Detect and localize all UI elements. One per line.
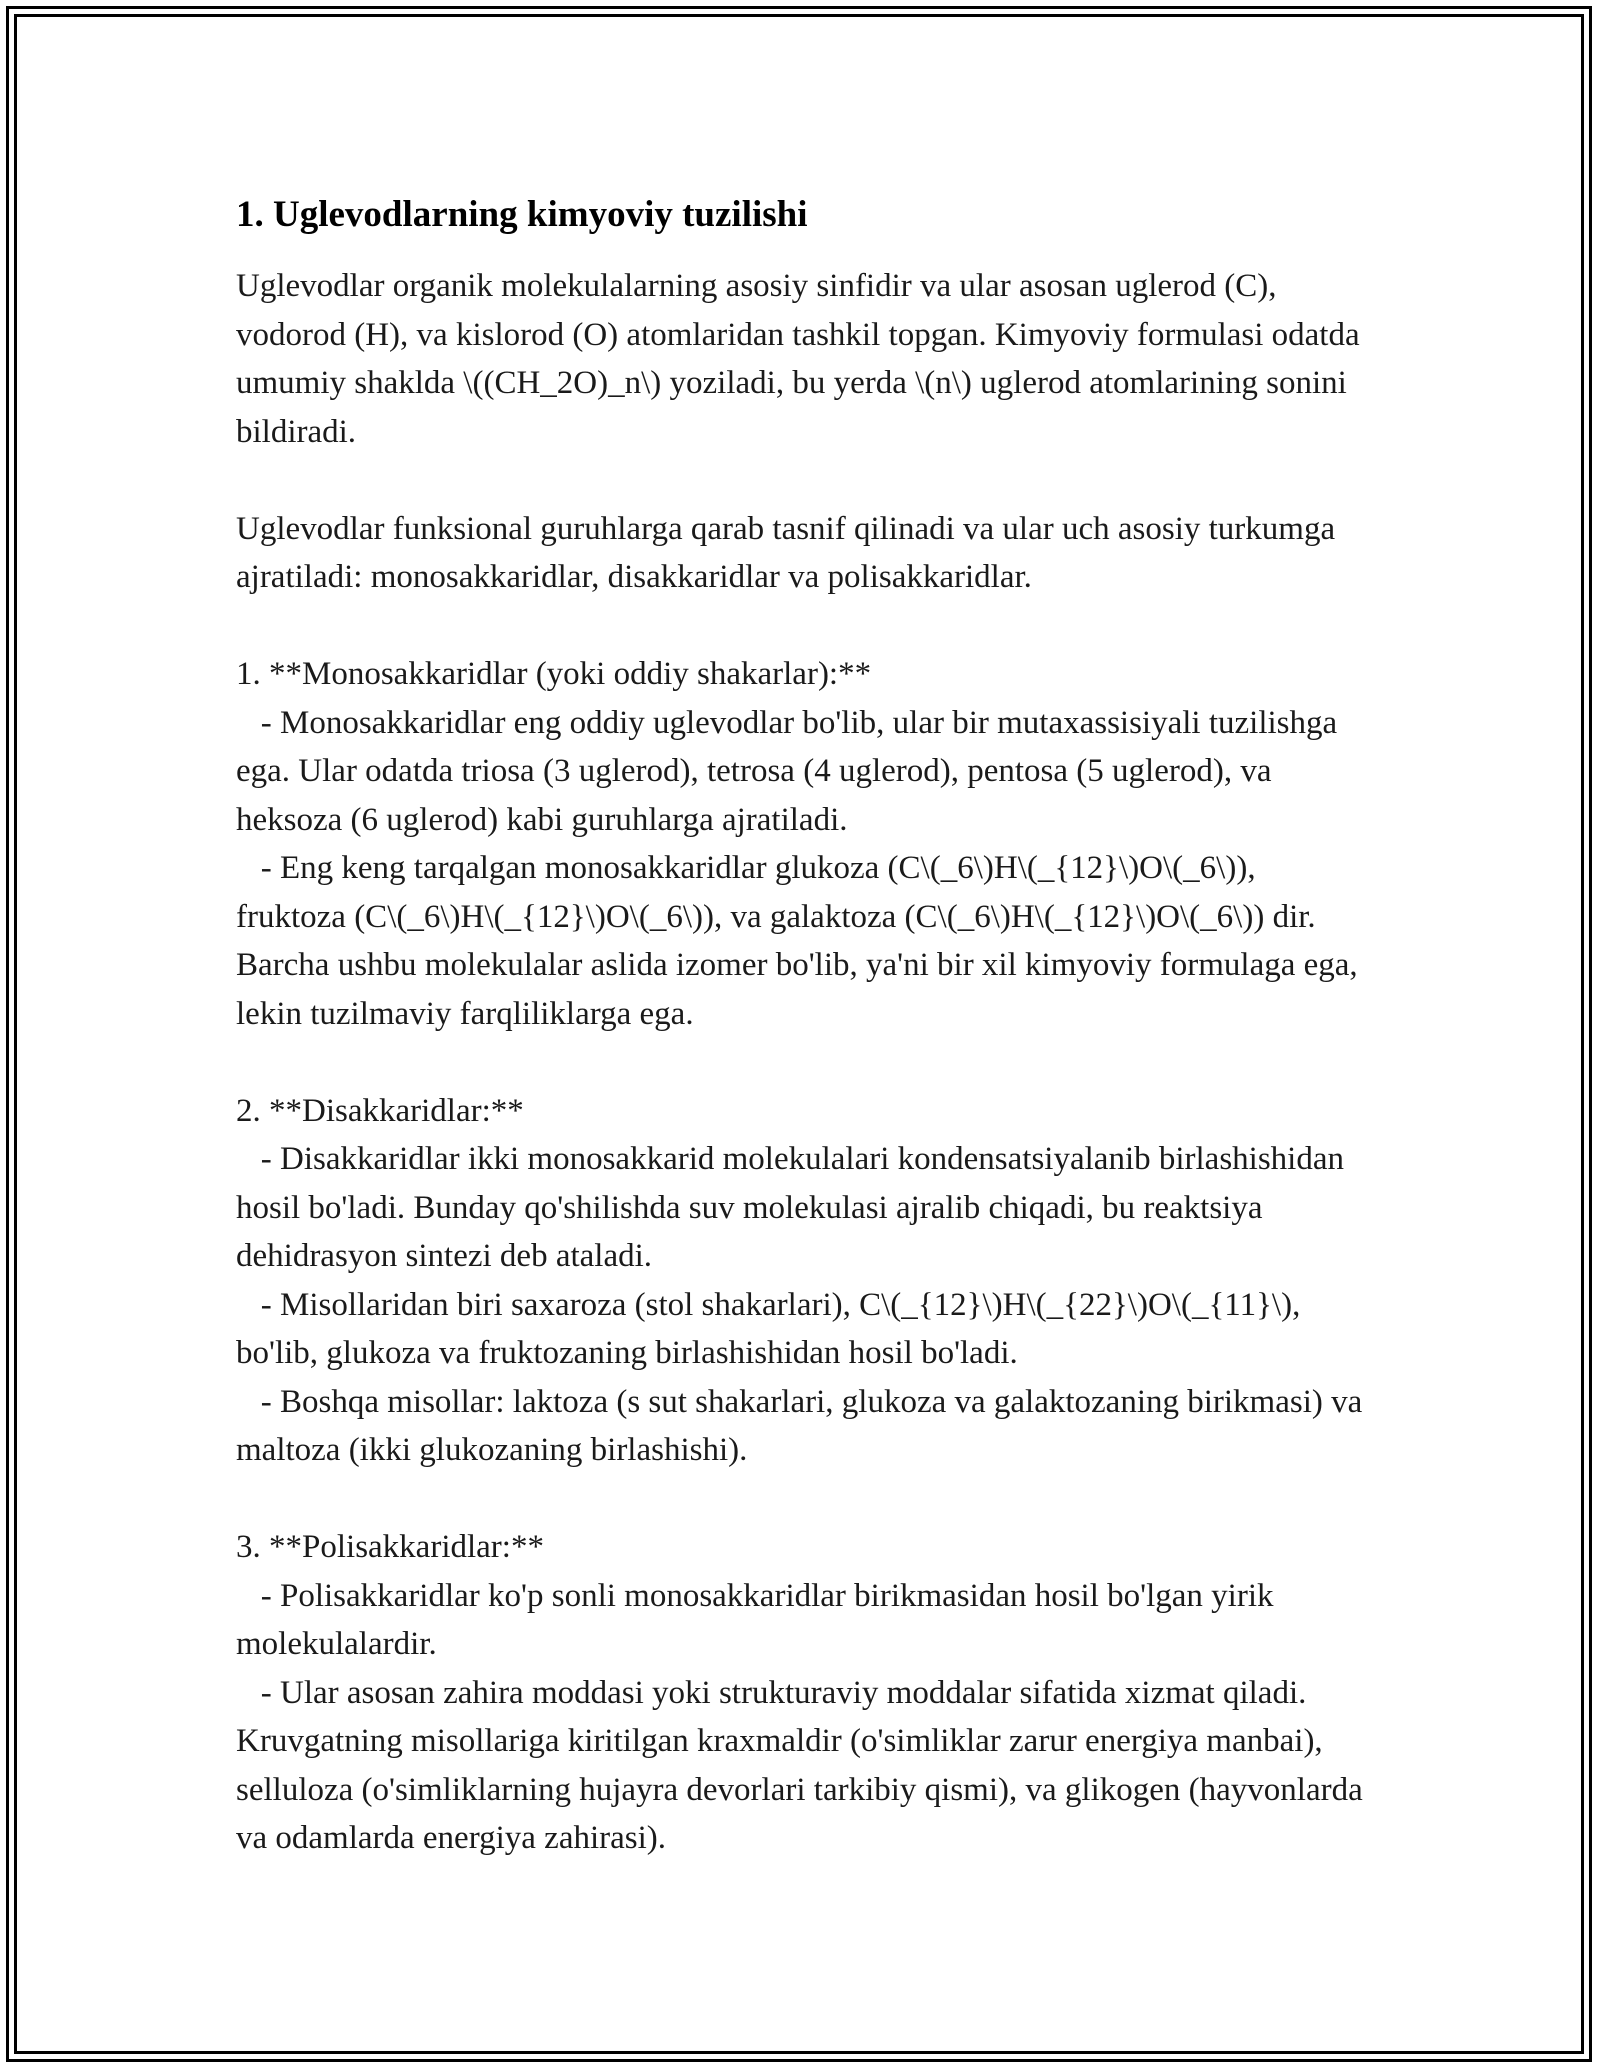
section-item: - Disakkaridlar ikki monosakkarid molekulalari kondensatsiyalanib birlashishidan hosil bo'ladi. Bunday qo'shilishda suv molekulasi ajralib chiqadi, bu reaktsiya dehidrasyon sintezi deb ataladi.: [236, 1141, 1353, 1274]
section-item: - Monosakkaridlar eng oddiy uglevodlar bo'lib, ular bir mutaxassisiyali tuzilishga ega. Ular odatda triosa (3 uglerod), tetrosa (4 uglerod), pentosa (5 uglerod), va heksoza (6 uglerod) kabi guruhlarga ajratiladi.: [236, 704, 1346, 838]
section-heading: 1. **Monosakkaridlar (yoki oddiy shakarlar):**: [236, 656, 872, 692]
paragraph-gap: [236, 1038, 1366, 1087]
section-item: - Misollaridan biri saxaroza (stol shakarlari), C\(_{12}\)H\(_{22}\)O\(_{11}\), bo'lib, glukoza va fruktozaning birlashishidan hosil bo'ladi.: [236, 1286, 1309, 1371]
section-disakkaridlar: [236, 1087, 1371, 1475]
section-heading: 3. **Polisakkaridlar:**: [236, 1529, 544, 1565]
section-item: - Polisakkaridlar ko'p sonli monosakkaridlar birikmasidan hosil bo'lgan yirik molekulalardir.: [236, 1577, 1282, 1662]
paragraph-gap: [236, 602, 1366, 651]
section-item: - Eng keng tarqalgan monosakkaridlar glukoza (C\(_6\)H\(_{12}\)O\(_6\)), fruktoza (C\(_6\)H\(_{12}\)O\(_6\)), va galaktoza (C\(_6\)H\(_{12}\)O\(_6\)) dir. Barcha ushbu molekulalar aslida izomer bo'lib, ya'ni bir xil kimyoviy formulaga ega, lekin tuzilmaviy farqliliklarga ega.: [236, 850, 1366, 1032]
section-monosakkaridlar: [236, 650, 1366, 1038]
section-item: - Ular asosan zahira moddasi yoki strukturaviy moddalar sifatida xizmat qiladi. Kruvgatning misollariga kiritilgan kraxmaldir (o'simliklar zarur energiya manbai), selluloza (o'simliklarning hujayra devorlari tarkibiy qismi), va glikogen (hayvonlarda va odamlarda energiya zahirasi).: [236, 1674, 1371, 1856]
intro-paragraph-1: Uglevodlar organik molekulalarning asosiy sinfidir va ular asosan uglerod (C), vodorod (H), va kislorod (O) atomlaridan tashkil topgan. Kimyoviy formulasi odatda umumiy shaklda \((CH_2O)_n\) yoziladi, bu yerda \(n\) uglerod atomlarining sonini bildiradi.: [236, 268, 1368, 450]
section-heading: 2. **Disakkaridlar:**: [236, 1092, 524, 1129]
section-item: - Boshqa misollar: laktoza (s sut shakarlari, glukoza va galaktozaning birikmasi) va maltoza (ikki glukozaning birlashishi).: [236, 1383, 1371, 1468]
intro-paragraph-2: Uglevodlar funksional guruhlarga qarab tasnif qilinadi va ular uch asosiy turkumga ajratiladi: monosakkaridlar, disakkaridlar va polisakkaridlar.: [236, 510, 1344, 595]
section-polisakkaridlar: [236, 1523, 1371, 1863]
document-body: [236, 186, 1371, 1863]
paragraph-gap: [236, 456, 1366, 505]
document-title: 1. Uglevodlarning kimyoviy tuzilishi: [236, 194, 808, 235]
paragraph-gap: [236, 1475, 1366, 1524]
